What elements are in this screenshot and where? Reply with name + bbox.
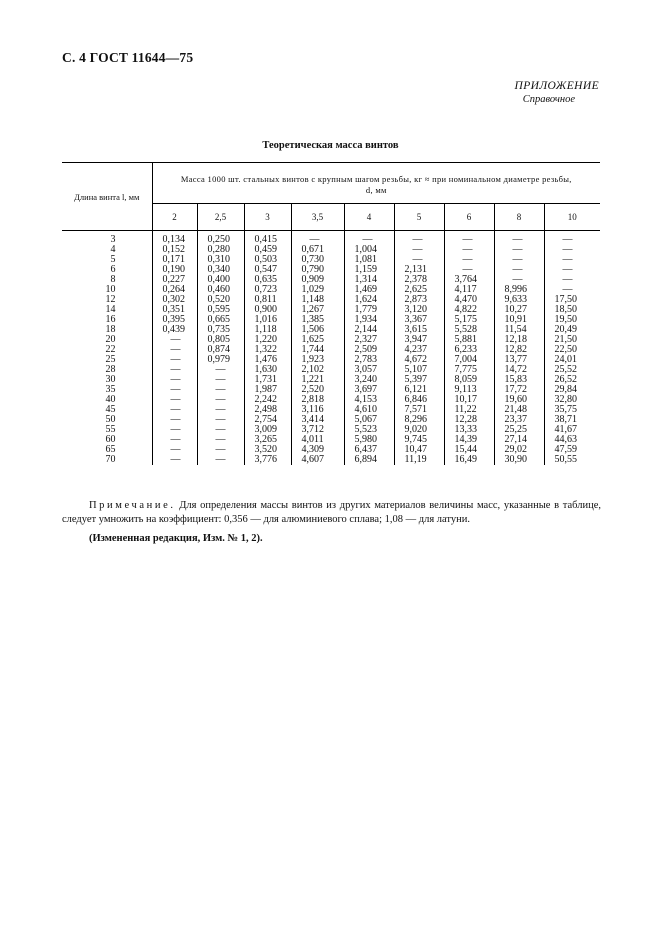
mass-cell: 10,17 xyxy=(444,395,494,405)
diameter-header: 3,5 xyxy=(291,204,344,231)
mass-cell: — xyxy=(494,231,544,246)
mass-cell: 0,227 xyxy=(152,275,197,285)
mass-cell: 3,712 xyxy=(291,425,344,435)
mass-cell: — xyxy=(152,435,197,445)
mass-cell: 0,302 xyxy=(152,295,197,305)
mass-cell: 6,233 xyxy=(444,345,494,355)
length-cell: 3 xyxy=(62,231,152,246)
mass-cell: 11,19 xyxy=(394,455,444,465)
mass-cell: — xyxy=(197,405,244,415)
mass-cell: — xyxy=(197,425,244,435)
mass-cell: 11,22 xyxy=(444,405,494,415)
mass-cell: 0,459 xyxy=(244,245,291,255)
appendix-title: ПРИЛОЖЕНИЕ xyxy=(514,80,599,92)
mass-cell: 1,506 xyxy=(291,325,344,335)
length-cell: 5 xyxy=(62,255,152,265)
mass-cell: 47,59 xyxy=(554,444,577,455)
length-cell: 40 xyxy=(62,395,152,405)
mass-cell: 1,934 xyxy=(344,315,394,325)
note-lead: Примечание. xyxy=(89,500,176,511)
mass-cell: 29,02 xyxy=(494,445,544,455)
mass-cell: 13,77 xyxy=(494,355,544,365)
mass-cell: 1,148 xyxy=(291,295,344,305)
mass-cell: — xyxy=(152,455,197,465)
mass-cell: 2,242 xyxy=(244,395,291,405)
mass-cell: — xyxy=(291,231,344,246)
mass-cell: 4,822 xyxy=(444,305,494,315)
mass-cell: 5,528 xyxy=(444,325,494,335)
mass-cell: — xyxy=(344,231,394,246)
mass-cell: 0,805 xyxy=(197,335,244,345)
mass-cell: 19,50 xyxy=(554,314,577,325)
mass-cell: 5,881 xyxy=(444,335,494,345)
mass-cell: 4,672 xyxy=(394,355,444,365)
mass-cell: 1,159 xyxy=(344,265,394,275)
mass-cell: 0,811 xyxy=(244,295,291,305)
mass-cell: 15,83 xyxy=(494,375,544,385)
length-cell: 14 xyxy=(62,305,152,315)
mass-cell: — xyxy=(152,395,197,405)
mass-cell: 0,340 xyxy=(197,265,244,275)
mass-cell: 1,779 xyxy=(344,305,394,315)
mass-cell: 3,776 xyxy=(244,455,291,465)
mass-cell: — xyxy=(197,455,244,465)
mass-cell: 2,144 xyxy=(344,325,394,335)
diameter-header: 2,5 xyxy=(197,204,244,231)
table-row xyxy=(62,231,600,246)
mass-cell: 9,745 xyxy=(394,435,444,445)
mass-cell: 30,90 xyxy=(494,455,544,465)
mass-cell: 2,509 xyxy=(344,345,394,355)
mass-cell: — xyxy=(152,445,197,455)
mass-cell: — xyxy=(494,245,544,255)
mass-cell: — xyxy=(562,264,573,275)
mass-cell: 0,280 xyxy=(197,245,244,255)
mass-cell: 9,113 xyxy=(444,385,494,395)
mass-cell: 29,84 xyxy=(554,384,577,395)
mass-cell: 0,723 xyxy=(244,285,291,295)
mass-cell: 15,44 xyxy=(444,445,494,455)
diameter-header: 2 xyxy=(152,204,197,231)
mass-cell: — xyxy=(562,244,573,255)
mass-cell: 0,909 xyxy=(291,275,344,285)
length-cell: 4 xyxy=(62,245,152,255)
mass-cell: 0,730 xyxy=(291,255,344,265)
mass-cell: 2,327 xyxy=(344,335,394,345)
mass-cell: 0,874 xyxy=(197,345,244,355)
row-header-length: Длина винта l, мм xyxy=(62,163,152,231)
mass-cell: 3,009 xyxy=(244,425,291,435)
mass-cell: 3,414 xyxy=(291,415,344,425)
mass-cell: 3,120 xyxy=(394,305,444,315)
mass-cell: — xyxy=(444,231,494,246)
mass-cell: 0,152 xyxy=(152,245,197,255)
mass-cell: 7,775 xyxy=(444,365,494,375)
mass-cell: 0,310 xyxy=(197,255,244,265)
mass-cell: — xyxy=(197,365,244,375)
mass-cell: 19,60 xyxy=(494,395,544,405)
table-header-row xyxy=(62,163,600,204)
diameter-header: 5 xyxy=(394,204,444,231)
mass-cell: 8,059 xyxy=(444,375,494,385)
mass-cell: 21,48 xyxy=(494,405,544,415)
mass-cell: 3,116 xyxy=(291,405,344,415)
mass-cell: — xyxy=(197,395,244,405)
mass-cell: 3,057 xyxy=(344,365,394,375)
length-cell: 45 xyxy=(62,405,152,415)
mass-cell: 27,14 xyxy=(494,435,544,445)
mass-cell: 0,790 xyxy=(291,265,344,275)
mass-cell: 1,016 xyxy=(244,315,291,325)
mass-cell: 2,378 xyxy=(394,275,444,285)
mass-cell: 17,72 xyxy=(494,385,544,395)
mass-cell: 4,011 xyxy=(291,435,344,445)
mass-cell: 0,400 xyxy=(197,275,244,285)
mass-cell: — xyxy=(494,275,544,285)
mass-cell: 0,134 xyxy=(152,231,197,246)
mass-cell: — xyxy=(152,375,197,385)
note-text: Для определения массы винтов из других материалов величины масс, указанные в таблице, следует умножить на коэффициент: 0,356 — для алюминиевого сплава; 1,08 — для латуни. xyxy=(62,500,601,525)
length-cell: 28 xyxy=(62,365,152,375)
mass-cell: — xyxy=(494,265,544,275)
mass-cell: — xyxy=(444,255,494,265)
mass-cell: 12,28 xyxy=(444,415,494,425)
mass-cell: 9,633 xyxy=(494,295,544,305)
mass-cell: 1,469 xyxy=(344,285,394,295)
mass-cell: 10,27 xyxy=(494,305,544,315)
mass-cell: 0,395 xyxy=(152,315,197,325)
mass-cell: 35,75 xyxy=(554,404,577,415)
mass-cell: — xyxy=(152,385,197,395)
mass-cell: 1,314 xyxy=(344,275,394,285)
mass-cell: — xyxy=(444,245,494,255)
mass-cell: — xyxy=(197,375,244,385)
mass-cell: 0,171 xyxy=(152,255,197,265)
mass-cell: 5,067 xyxy=(344,415,394,425)
length-cell: 22 xyxy=(62,345,152,355)
length-cell: 16 xyxy=(62,315,152,325)
mass-cell: — xyxy=(444,265,494,275)
mass-cell: 0,671 xyxy=(291,245,344,255)
mass-cell: 5,523 xyxy=(344,425,394,435)
mass-cell: 3,764 xyxy=(444,275,494,285)
mass-cell: 4,117 xyxy=(444,285,494,295)
mass-cell: 2,102 xyxy=(291,365,344,375)
mass-cell: 12,82 xyxy=(494,345,544,355)
mass-cell: 11,54 xyxy=(494,325,544,335)
mass-cell: 5,980 xyxy=(344,435,394,445)
mass-cell: 18,50 xyxy=(554,304,577,315)
mass-cell: 0,900 xyxy=(244,305,291,315)
mass-cell: 1,624 xyxy=(344,295,394,305)
mass-cell: 20,49 xyxy=(554,324,577,335)
mass-cell: 0,665 xyxy=(197,315,244,325)
mass-cell: 0,439 xyxy=(152,325,197,335)
mass-cell: 4,237 xyxy=(394,345,444,355)
mass-cell: 22,50 xyxy=(554,344,577,355)
mass-cell: — xyxy=(152,365,197,375)
mass-cell: 13,33 xyxy=(444,425,494,435)
mass-cell: 0,503 xyxy=(244,255,291,265)
mass-cell: 21,50 xyxy=(554,334,577,345)
mass-cell: — xyxy=(197,385,244,395)
mass-cell: 8,996 xyxy=(494,285,544,295)
length-cell: 55 xyxy=(62,425,152,435)
mass-cell: 16,49 xyxy=(444,455,494,465)
mass-cell: 25,52 xyxy=(554,364,577,375)
screw-mass-table xyxy=(62,162,600,465)
mass-cell: 4,153 xyxy=(344,395,394,405)
mass-cell: 3,947 xyxy=(394,335,444,345)
mass-cell: — xyxy=(152,345,197,355)
mass-cell: 6,121 xyxy=(394,385,444,395)
mass-cell: 6,437 xyxy=(344,445,394,455)
table-body xyxy=(62,231,600,466)
mass-cell: 0,595 xyxy=(197,305,244,315)
mass-cell: 6,894 xyxy=(344,455,394,465)
mass-cell: — xyxy=(197,415,244,425)
mass-cell: 1,322 xyxy=(244,345,291,355)
mass-cell: 1,221 xyxy=(291,375,344,385)
length-cell: 70 xyxy=(62,455,152,465)
page-code: С. 4 ГОСТ 11644—75 xyxy=(62,50,194,65)
mass-cell: 3,697 xyxy=(344,385,394,395)
mass-cell: 2,754 xyxy=(244,415,291,425)
mass-cell: 0,460 xyxy=(197,285,244,295)
mass-cell: 1,004 xyxy=(344,245,394,255)
mass-cell: 14,39 xyxy=(444,435,494,445)
length-cell: 25 xyxy=(62,355,152,365)
mass-cell: — xyxy=(152,415,197,425)
mass-cell: 3,265 xyxy=(244,435,291,445)
mass-cell: 0,735 xyxy=(197,325,244,335)
mass-cell: — xyxy=(494,255,544,265)
mass-cell: 1,220 xyxy=(244,335,291,345)
mass-cell: 38,71 xyxy=(554,414,577,425)
group-header-line1: Масса 1000 шт. стальных винтов с крупным шагом резьбы, кг ≈ при номинальном диаметре резьбы, xyxy=(180,174,572,184)
mass-cell: 25,25 xyxy=(494,425,544,435)
mass-cell: 1,987 xyxy=(244,385,291,395)
mass-cell: 0,351 xyxy=(152,305,197,315)
length-cell: 18 xyxy=(62,325,152,335)
mass-cell: 14,72 xyxy=(494,365,544,375)
mass-cell: 0,190 xyxy=(152,265,197,275)
mass-cell: 0,264 xyxy=(152,285,197,295)
mass-cell: — xyxy=(562,284,573,295)
length-cell: 10 xyxy=(62,285,152,295)
mass-cell: 2,131 xyxy=(394,265,444,275)
mass-cell: 2,498 xyxy=(244,405,291,415)
mass-cell: — xyxy=(152,425,197,435)
length-cell: 12 xyxy=(62,295,152,305)
mass-cell: 0,979 xyxy=(197,355,244,365)
mass-cell: — xyxy=(562,254,573,265)
diameter-header: 8 xyxy=(494,204,544,231)
mass-cell: — xyxy=(197,445,244,455)
mass-cell: 7,571 xyxy=(394,405,444,415)
mass-cell: — xyxy=(152,405,197,415)
mass-cell: 3,240 xyxy=(344,375,394,385)
length-cell: 20 xyxy=(62,335,152,345)
diameter-header: 10 xyxy=(544,204,600,231)
mass-cell: 5,107 xyxy=(394,365,444,375)
mass-cell: — xyxy=(394,255,444,265)
table-note xyxy=(62,499,601,527)
mass-cell: — xyxy=(562,234,573,245)
mass-cell: 1,081 xyxy=(344,255,394,265)
mass-cell: 5,397 xyxy=(394,375,444,385)
mass-cell: 12,18 xyxy=(494,335,544,345)
mass-cell: 0,547 xyxy=(244,265,291,275)
mass-cell: — xyxy=(152,355,197,365)
length-cell: 50 xyxy=(62,415,152,425)
diameter-header: 4 xyxy=(344,204,394,231)
table-title: Теоретическая масса винтов xyxy=(262,140,399,151)
mass-cell: 4,470 xyxy=(444,295,494,305)
mass-cell: 5,175 xyxy=(444,315,494,325)
mass-cell: 3,520 xyxy=(244,445,291,455)
mass-cell: 23,37 xyxy=(494,415,544,425)
mass-cell: 0,250 xyxy=(197,231,244,246)
group-header xyxy=(152,163,600,204)
mass-cell: 2,783 xyxy=(344,355,394,365)
mass-cell: 1,029 xyxy=(291,285,344,295)
mass-cell: 4,309 xyxy=(291,445,344,455)
mass-cell: 9,020 xyxy=(394,425,444,435)
mass-cell: 6,846 xyxy=(394,395,444,405)
mass-cell: 1,744 xyxy=(291,345,344,355)
mass-cell: 4,610 xyxy=(344,405,394,415)
appendix-label xyxy=(515,80,599,106)
mass-cell: 2,873 xyxy=(394,295,444,305)
diameter-header: 3 xyxy=(244,204,291,231)
mass-cell: 2,520 xyxy=(291,385,344,395)
mass-cell: 50,55 xyxy=(554,454,577,465)
mass-cell: 24,01 xyxy=(554,354,577,365)
mass-cell: — xyxy=(394,231,444,246)
length-cell: 8 xyxy=(62,275,152,285)
length-cell: 6 xyxy=(62,265,152,275)
length-cell: 60 xyxy=(62,435,152,445)
mass-cell: 44,63 xyxy=(554,434,577,445)
mass-cell: 1,630 xyxy=(244,365,291,375)
mass-cell: 3,615 xyxy=(394,325,444,335)
mass-cell: 8,296 xyxy=(394,415,444,425)
mass-cell: 10,91 xyxy=(494,315,544,325)
mass-cell: 1,385 xyxy=(291,315,344,325)
mass-cell: 0,415 xyxy=(244,231,291,246)
mass-cell: — xyxy=(197,435,244,445)
mass-cell: 1,118 xyxy=(244,325,291,335)
length-cell: 65 xyxy=(62,445,152,455)
amendment-note: (Измененная редакция, Изм. № 1, 2). xyxy=(89,533,263,544)
mass-cell: 0,520 xyxy=(197,295,244,305)
mass-cell: 1,731 xyxy=(244,375,291,385)
mass-cell: 17,50 xyxy=(554,294,577,305)
mass-cell: 1,923 xyxy=(291,355,344,365)
mass-cell: — xyxy=(394,245,444,255)
mass-cell: 2,625 xyxy=(394,285,444,295)
mass-cell: 26,52 xyxy=(554,374,577,385)
mass-cell: 3,367 xyxy=(394,315,444,325)
mass-cell: 10,47 xyxy=(394,445,444,455)
mass-cell: 1,625 xyxy=(291,335,344,345)
group-header-line2: d, мм xyxy=(365,185,387,195)
mass-cell: 2,818 xyxy=(291,395,344,405)
mass-cell: 32,80 xyxy=(554,394,577,405)
mass-cell: 0,635 xyxy=(244,275,291,285)
mass-cell: 1,267 xyxy=(291,305,344,315)
diameter-header: 6 xyxy=(444,204,494,231)
appendix-subtitle: Справочное xyxy=(522,94,575,105)
mass-cell: — xyxy=(562,274,573,285)
table-row xyxy=(62,455,600,465)
length-cell: 35 xyxy=(62,385,152,395)
mass-cell: 7,004 xyxy=(444,355,494,365)
length-cell: 30 xyxy=(62,375,152,385)
mass-cell: 41,67 xyxy=(554,424,577,435)
mass-cell: — xyxy=(152,335,197,345)
mass-cell: 1,476 xyxy=(244,355,291,365)
mass-cell: 4,607 xyxy=(291,455,344,465)
